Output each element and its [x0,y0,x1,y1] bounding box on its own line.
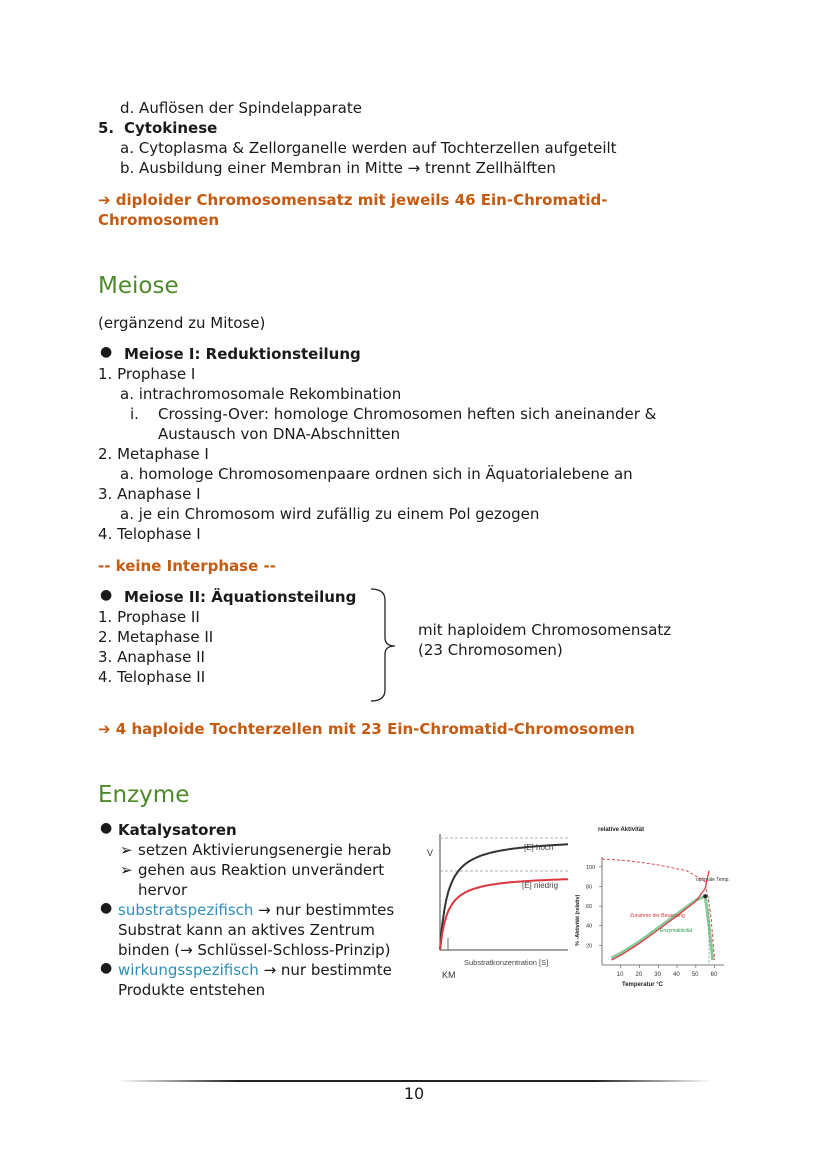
km-label: KM [442,970,456,980]
arrow-icon: ➔ [98,191,116,209]
list-item: substratspezifisch → nur bestimmtes [118,901,395,919]
page-number: 10 [403,1084,425,1103]
y-tick-label: 80 [586,884,593,891]
list-number: 5. [98,119,115,137]
annotation: optimale Temp. [696,877,730,883]
list-item: 4. Telophase I [98,525,201,543]
temperature-chart [572,822,750,992]
list-item: 2. Metaphase II [98,628,214,646]
list-item: 1. Prophase I [98,365,196,383]
list-item: gehen aus Reaktion unverändert [138,861,385,879]
list-item: 2. Metaphase I [98,445,209,463]
list-item: a. intrachromosomale Rekombination [120,385,402,403]
result-line: ➔ 4 haploide Tochterzellen mit 23 Ein-Chromatid-Chromosomen [98,720,635,738]
y-axis-label: % -Aktivität (relativ) [575,894,581,946]
legend-label: [E] niedrig [522,881,559,890]
annotation: Zunahme der Bewegung [630,913,685,919]
list-item: binden (→ Schlüssel-Schloss-Prinzip) [118,941,391,959]
x-tick-label: 20 [635,972,643,978]
section-heading: Enzyme [98,782,190,808]
x-tick-label: 30 [654,972,661,978]
step-title: Cytokinese [124,119,218,137]
list-item: a. Cytoplasma & Zellorganelle werden auf Tochterzellen aufgeteilt [120,139,617,157]
list-item: 3. Anaphase I [98,485,201,503]
footer-divider [118,1080,712,1082]
list-heading: Meiose I: Reduktionsteilung [124,345,361,363]
list-item: Substrat kann an aktives Zentrum [118,921,375,939]
x-axis-label: Temperatur °C [622,982,663,988]
list-number: i. [130,405,139,423]
y-axis-label: V [427,848,434,858]
term: wirkungsspezifisch [118,961,259,979]
result-line: Chromosomen [98,211,220,229]
list-item: Produkte entstehen [118,981,266,999]
subtitle: (ergänzend zu Mitose) [98,314,266,332]
list-item: 1. Prophase II [98,608,200,626]
x-tick-label: 50 [691,972,699,978]
list-item: a. je ein Chromosom wird zufällig zu einem Pol gezogen [120,505,540,523]
bullet-icon: ● [100,960,113,976]
list-item: 3. Anaphase II [98,648,205,666]
list-item: hervor [138,881,188,899]
brace-note: mit haploidem Chromosomensatz [418,621,672,639]
list-item: b. Ausbildung einer Membran in Mitte → trennt Zellhälften [120,159,556,177]
y-tick-label: 60 [586,904,593,911]
list-item: 4. Telophase II [98,668,206,686]
list-item: a. homologe Chromosomenpaare ordnen sich in Äquatorialebene an [120,465,633,483]
list-item: wirkungsspezifisch → nur bestimmte [118,961,392,979]
bullet-icon: ● [100,344,113,360]
list-item: setzen Aktivierungsenergie herab [138,841,392,859]
y-tick-label: 40 [586,923,593,930]
bullet-icon: ● [100,900,113,916]
list-heading: Meiose II: Äquationsteilung [124,588,357,606]
list-item: Austausch von DNA-Abschnitten [158,425,401,443]
annotation: Enzymaktivität [660,928,693,934]
x-tick-label: 60 [710,972,718,978]
brace-note: (23 Chromosomen) [418,641,563,659]
series-line-2 [602,859,715,960]
list-item: Crossing-Over: homologe Chromosomen heften sich aneinander & [158,405,657,423]
y-tick-label: 100 [586,864,596,871]
list-item: d. Auflösen der Spindelapparate [120,99,362,117]
arrow-icon: ➔ [98,720,116,738]
chart-title: relative Aktivität [598,827,645,833]
curly-brace [365,586,401,704]
term: substratspezifisch [118,901,254,919]
y-tick-label: 20 [586,943,593,950]
x-tick-label: 10 [616,972,624,978]
optimum-point [703,894,707,898]
x-axis-label: Substratkonzentration [S] [464,958,549,967]
interphase-note: -- keine Interphase -- [98,557,276,575]
bullet-icon: ● [100,587,113,603]
result-line: ➔ diploider Chromosomensatz mit jeweils 46 Ein-Chromatid- [98,191,608,209]
bullet-icon: ● [100,820,113,836]
x-tick-label: 40 [673,972,680,978]
chevron-right-icon: ➢ [120,841,133,859]
legend-label: [E] hoch [524,843,554,852]
section-heading: Meiose [98,273,179,299]
michaelis-menten-chart [420,826,572,986]
list-heading: Katalysatoren [118,821,237,839]
chevron-right-icon: ➢ [120,861,133,879]
